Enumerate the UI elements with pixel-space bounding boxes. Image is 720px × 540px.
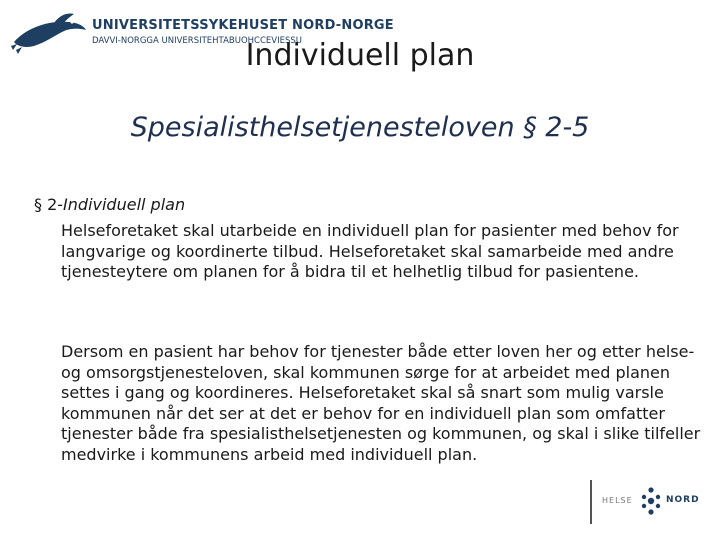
slide-subtitle: Spesialisthelsetjenesteloven § 2-5 — [130, 112, 590, 143]
section-lead: § 2- — [34, 195, 64, 214]
section-heading — [34, 195, 185, 214]
org-subtitle: DAVVI-NORGGA UNIVERSITEHTABUOHCCEVIESSU — [92, 36, 302, 46]
helse-nord-dots-icon — [638, 486, 664, 516]
slide-title: Individuell plan — [245, 38, 475, 73]
paragraph-1: Helseforetaket skal utarbeide en individuell plan for pasienter med behov for langvarige og koordinerte tilbud. Helseforetaket skal samarbeide med andre tjenesteytere om planen for å bidra til et helhetlig tilbud for pasientene. — [61, 221, 679, 281]
paragraph-2: Dersom en pasient har behov for tjenester både etter loven her og etter helse- og omsorgstjenesteloven, skal kommunen sørge for at arbeidet med planen settes i gang og koordineres. Helseforetaket skal så snart som mulig varsle kommunen når det ser at det er behov for en individuell plan som omfatter tjenester både fra spesialisthelsetjenesten og kommunen, og skal i slike tilfeller medvirke i kommunens arbeid med individuell plan. — [61, 342, 701, 464]
org-name: UNIVERSITETSSYKEHUSET NORD-NORGE — [92, 18, 394, 33]
logo-left-text: HELSE — [602, 496, 633, 505]
logo-right-text: NORD — [666, 495, 700, 505]
section-title: Individuell plan — [63, 195, 186, 214]
logo-divider — [590, 480, 592, 524]
helse-nord-logo — [590, 480, 710, 524]
